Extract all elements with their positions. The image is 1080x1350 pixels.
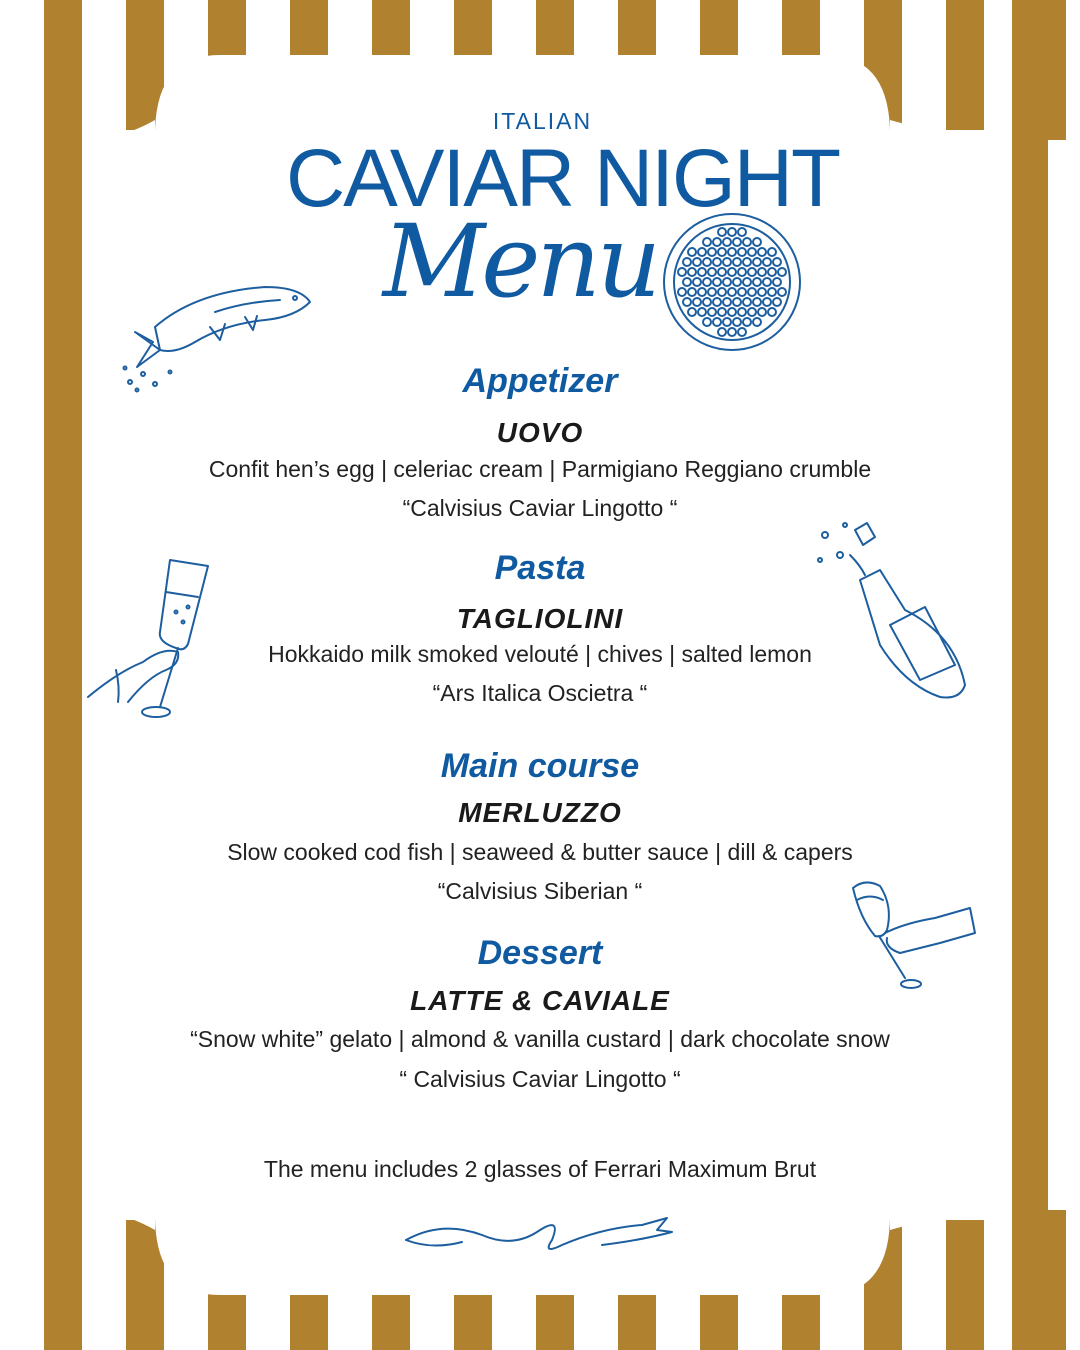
caviar-pearl bbox=[683, 278, 691, 286]
caviar-pearl bbox=[743, 238, 751, 246]
caviar-pearl bbox=[723, 298, 731, 306]
caviar-pearl bbox=[718, 288, 726, 296]
caviar-pearl bbox=[743, 258, 751, 266]
caviar-pearl bbox=[733, 278, 741, 286]
caviar-pearl bbox=[678, 268, 686, 276]
section-appetizer: Appetizer bbox=[462, 362, 618, 400]
caviar-pearl bbox=[718, 328, 726, 336]
caviar-pearl bbox=[703, 258, 711, 266]
caviar-uovo: “Calvisius Caviar Lingotto “ bbox=[402, 495, 678, 521]
caviar-pearl bbox=[738, 288, 746, 296]
caviar-pearl bbox=[758, 248, 766, 256]
caviar-pearl bbox=[688, 288, 696, 296]
caviar-pearl bbox=[713, 278, 721, 286]
caviar-pearl bbox=[713, 298, 721, 306]
header-eyebrow: ITALIAN bbox=[492, 108, 593, 134]
caviar-tin-icon bbox=[662, 212, 802, 352]
dish-uovo: UOVO bbox=[496, 417, 584, 448]
caviar-pearl bbox=[738, 248, 746, 256]
caviar-pearl bbox=[768, 308, 776, 316]
caviar-pearl bbox=[693, 298, 701, 306]
caviar-pearl bbox=[728, 308, 736, 316]
caviar-pearl bbox=[753, 298, 761, 306]
desc-uovo: Confit hen’s egg | celeriac cream | Parmigiano Reggiano crumble bbox=[208, 456, 872, 482]
caviar-pearl bbox=[768, 248, 776, 256]
caviar-pearl bbox=[698, 248, 706, 256]
caviar-latte-caviale: “ Calvisius Caviar Lingotto “ bbox=[399, 1066, 681, 1092]
caviar-pearl bbox=[708, 308, 716, 316]
section-pasta: Pasta bbox=[494, 549, 586, 587]
section-dessert: Dessert bbox=[477, 934, 603, 972]
caviar-pearl bbox=[728, 268, 736, 276]
caviar-pearl bbox=[723, 258, 731, 266]
caviar-pearl bbox=[778, 268, 786, 276]
caviar-pearl bbox=[748, 308, 756, 316]
caviar-pearl bbox=[728, 288, 736, 296]
dish-merluzzo: MERLUZZO bbox=[458, 797, 622, 828]
caviar-pearl bbox=[698, 308, 706, 316]
caviar-pearl bbox=[753, 278, 761, 286]
caviar-pearl bbox=[708, 268, 716, 276]
caviar-pearl bbox=[743, 298, 751, 306]
caviar-pearl bbox=[703, 278, 711, 286]
ribbon-ornament-icon bbox=[402, 1210, 682, 1260]
caviar-pearl bbox=[768, 288, 776, 296]
caviar-pearl bbox=[718, 228, 726, 236]
dish-latte-caviale: LATTE & CAVIALE bbox=[410, 985, 670, 1016]
caviar-pearl bbox=[703, 318, 711, 326]
caviar-pearl bbox=[733, 258, 741, 266]
caviar-pearl bbox=[738, 268, 746, 276]
caviar-pearl bbox=[728, 248, 736, 256]
caviar-pearl bbox=[738, 328, 746, 336]
caviar-pearl bbox=[773, 258, 781, 266]
caviar-pearl bbox=[773, 278, 781, 286]
footer-note: The menu includes 2 glasses of Ferrari Maximum Brut bbox=[263, 1156, 817, 1182]
caviar-pearl bbox=[748, 288, 756, 296]
caviar-merluzzo: “Calvisius Siberian “ bbox=[437, 878, 643, 904]
caviar-pearl bbox=[778, 288, 786, 296]
caviar-pearl bbox=[763, 278, 771, 286]
caviar-pearl bbox=[733, 298, 741, 306]
caviar-pearl bbox=[768, 268, 776, 276]
menu-script-title: Menu bbox=[382, 203, 658, 320]
caviar-pearl bbox=[688, 308, 696, 316]
caviar-pearl bbox=[718, 248, 726, 256]
desc-merluzzo: Slow cooked cod fish | seaweed & butter sauce | dill & capers bbox=[227, 839, 853, 865]
caviar-pearl bbox=[763, 298, 771, 306]
caviar-pearl bbox=[713, 318, 721, 326]
caviar-pearl bbox=[728, 328, 736, 336]
caviar-tagliolini: “Ars Italica Oscietra “ bbox=[432, 680, 648, 706]
caviar-pearl bbox=[753, 318, 761, 326]
caviar-pearl bbox=[683, 258, 691, 266]
caviar-pearl bbox=[713, 258, 721, 266]
caviar-pearl bbox=[693, 258, 701, 266]
caviar-pearl bbox=[723, 238, 731, 246]
caviar-pearl bbox=[723, 318, 731, 326]
caviar-pearl bbox=[758, 288, 766, 296]
caviar-pearl bbox=[693, 278, 701, 286]
caviar-pearl bbox=[708, 248, 716, 256]
caviar-pearl bbox=[763, 258, 771, 266]
section-main-course: Main course bbox=[440, 747, 640, 785]
caviar-pearl bbox=[678, 288, 686, 296]
caviar-pearl bbox=[743, 278, 751, 286]
caviar-pearl bbox=[718, 268, 726, 276]
caviar-pearl bbox=[698, 268, 706, 276]
page-title: CAVIAR NIGHT bbox=[285, 133, 840, 224]
caviar-pearl bbox=[753, 258, 761, 266]
caviar-pearl bbox=[683, 298, 691, 306]
caviar-pearl bbox=[758, 308, 766, 316]
desc-tagliolini: Hokkaido milk smoked velouté | chives | salted lemon bbox=[268, 641, 812, 667]
caviar-pearl bbox=[703, 298, 711, 306]
caviar-pearl bbox=[718, 308, 726, 316]
caviar-pearl bbox=[758, 268, 766, 276]
caviar-pearl bbox=[723, 278, 731, 286]
desc-latte-caviale: “Snow white” gelato | almond & vanilla custard | dark chocolate snow bbox=[190, 1026, 890, 1052]
caviar-pearl bbox=[703, 238, 711, 246]
caviar-pearl bbox=[738, 308, 746, 316]
dish-tagliolini: TAGLIOLINI bbox=[456, 603, 624, 634]
caviar-pearl bbox=[753, 238, 761, 246]
caviar-pearl bbox=[728, 228, 736, 236]
caviar-pearl bbox=[743, 318, 751, 326]
caviar-pearl bbox=[708, 288, 716, 296]
caviar-pearl bbox=[688, 268, 696, 276]
caviar-pearl bbox=[738, 228, 746, 236]
caviar-pearl bbox=[773, 298, 781, 306]
caviar-pearl bbox=[748, 248, 756, 256]
caviar-pearl bbox=[698, 288, 706, 296]
caviar-pearl bbox=[733, 238, 741, 246]
caviar-pearl bbox=[713, 238, 721, 246]
caviar-pearl bbox=[733, 318, 741, 326]
caviar-pearl bbox=[748, 268, 756, 276]
caviar-pearl bbox=[688, 248, 696, 256]
